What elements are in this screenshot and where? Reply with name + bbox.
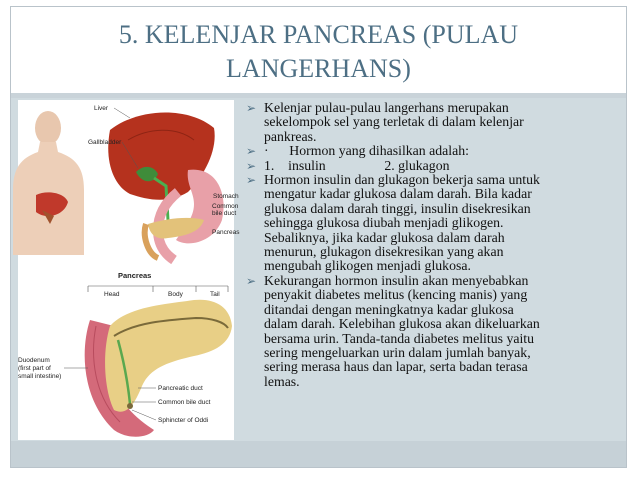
label-liver: Liver [94, 105, 109, 112]
arrow-bullet-icon: ➢ [246, 158, 257, 173]
bullet-line: sering mengeluarkan urin dalam jumlah banyak, [264, 344, 531, 360]
label-head: Head [104, 291, 120, 298]
bullet-line: sering merasa haus dan lapar, serta badan terasa [264, 359, 528, 375]
label-sphincter-of-oddi: Sphincter of Oddi [158, 417, 209, 424]
bullet-item [244, 101, 624, 144]
label-tail: Tail [210, 291, 220, 298]
bullet-list [244, 101, 624, 389]
bullet-line: glukosa dalam darah tinggi, insulin disekresikan [264, 200, 531, 216]
label-common-bile-duct-bottom: Common bile duct [158, 399, 211, 406]
label-duodenum-3: small intestine) [18, 373, 62, 380]
bullet-item [244, 274, 624, 389]
bullet-line: menurun, glukagon disekresikan yang akan [264, 244, 504, 260]
bullet-line: Sebaliknya, jika kadar glukosa dalam darah [264, 229, 505, 245]
label-gallbladder: Gallbladder [88, 139, 122, 146]
label-body: Body [168, 291, 183, 298]
bullet-line: pankreas. [264, 128, 317, 144]
label-common-bile-duct-2: bile duct [212, 210, 237, 217]
bullet-line: · Hormon yang dihasilkan adalah: [264, 143, 469, 159]
bullet-line: sekelompok sel yang terletak di dalam kelenjar [264, 114, 524, 130]
bullet-item [244, 144, 624, 158]
bullet-line: mengubah glikogen menjadi glukosa. [264, 258, 471, 274]
label-pancreas-top: Pancreas [212, 229, 240, 236]
slide-title [10, 18, 627, 86]
bullet-line: penyakit diabetes melitus (kencing manis) yang [264, 287, 528, 303]
label-common-bile-duct-1: Common [212, 203, 239, 210]
label-duodenum-2: (first part of [18, 365, 51, 372]
bullet-line: 1. insulin 2. glukagon [264, 157, 450, 173]
bullet-item [244, 159, 624, 173]
bullet-line: sehingga glukosa diubah menjadi glikogen. [264, 215, 504, 231]
bullet-item [244, 173, 624, 274]
bullet-line: ditandai dengan meningkatnya kadar glukosa [264, 301, 514, 317]
bullet-line: Kelenjar pulau-pulau langerhans merupakan [264, 100, 509, 115]
bottom-strip [11, 441, 626, 467]
arrow-bullet-icon: ➢ [246, 273, 257, 288]
title-line-2: LANGERHANS) [226, 54, 411, 83]
bullet-line: mengatur kadar glukosa dalam darah. Bila kadar [264, 186, 532, 202]
bullet-line: dalam darah. Kelebihan glukosa akan dikeluarkan [264, 316, 540, 332]
bullet-line: Kekurangan hormon insulin akan menyebabkan [264, 272, 529, 288]
bullet-line: lemas. [264, 373, 300, 389]
pancreas-anatomy-illustration [18, 100, 240, 440]
arrow-bullet-icon: ➢ [246, 101, 257, 115]
arrow-bullet-icon: ➢ [246, 173, 257, 188]
arrow-bullet-icon: ➢ [246, 144, 257, 159]
label-pancreas-heading: Pancreas [118, 271, 152, 280]
label-pancreatic-duct: Pancreatic duct [158, 385, 203, 392]
label-duodenum-1: Duodenum [18, 357, 50, 364]
label-stomach: Stomach [213, 193, 239, 200]
bullet-line: bersama urin. Tanda-tanda diabetes melitus yaitu [264, 330, 535, 346]
bullet-line: Hormon insulin dan glukagon bekerja sama untuk [264, 172, 540, 188]
title-line-1: 5. KELENJAR PANCREAS (PULAU [118, 20, 519, 49]
torso-figure [13, 111, 84, 255]
